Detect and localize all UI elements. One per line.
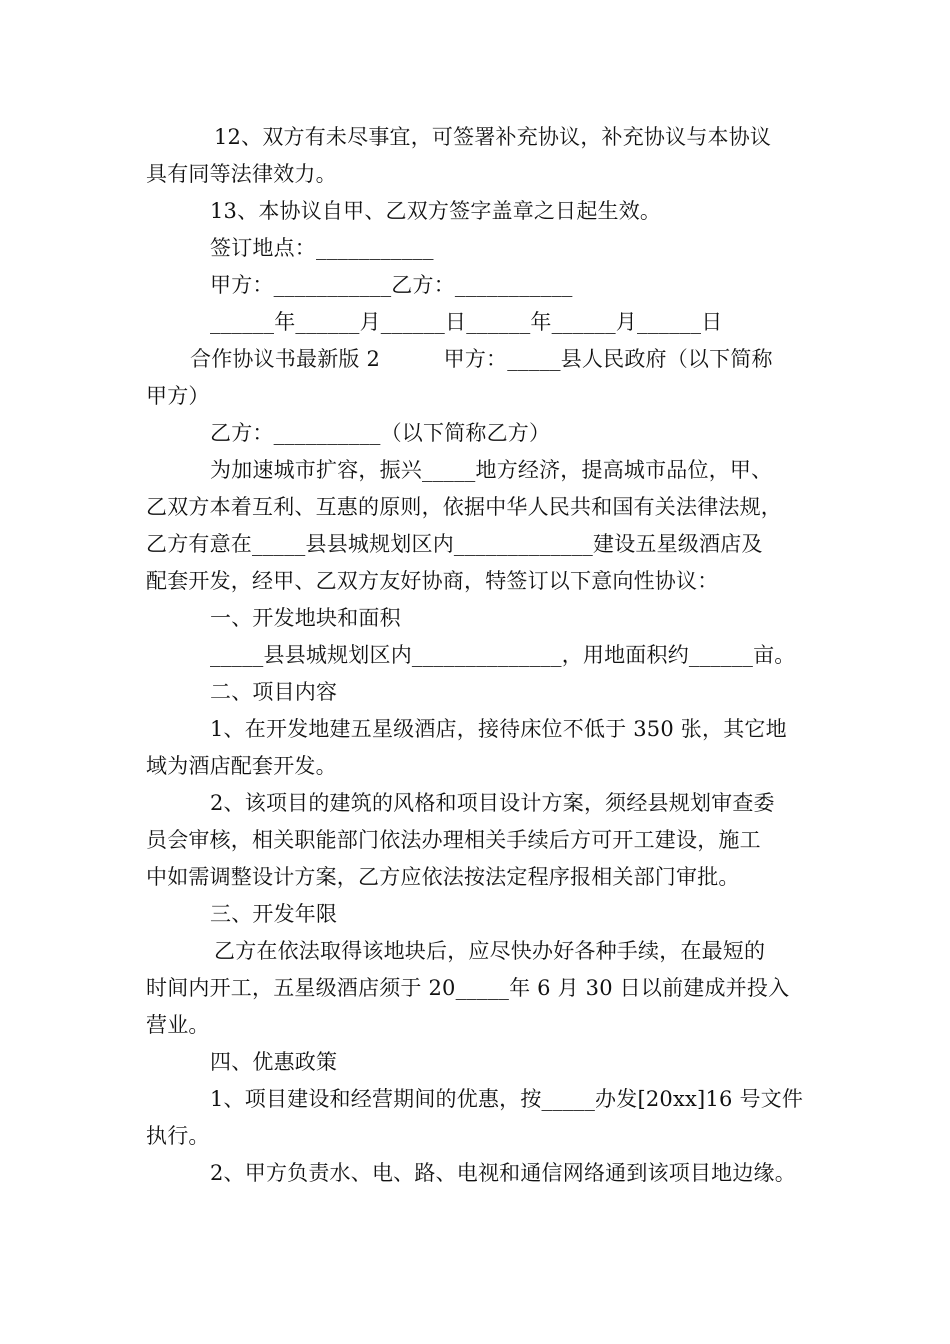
party-a-suffix: 甲方） bbox=[146, 384, 210, 408]
party-b: 乙方：__________（以下简称乙方） bbox=[210, 421, 551, 445]
section-4-item-2: 2、甲方负责水、电、路、电视和通信网络通到该项目地边缘。 bbox=[210, 1161, 796, 1185]
section-3-body-line-1: 乙方在依法取得该地块后，应尽快办好各种手续，在最短的 bbox=[214, 939, 766, 963]
doc2-title-party-a: 合作协议书最新版 2 甲方：_____县人民政府（以下简称 bbox=[190, 347, 773, 371]
signing-dates: ______年______月______日______年______月______日 bbox=[210, 310, 723, 334]
clause-12-line-1: 12、双方有未尽事宜，可签署补充协议，补充协议与本协议 bbox=[214, 125, 772, 149]
section-2-item-2-line-1: 2、该项目的建筑的风格和项目设计方案，须经县规划审查委 bbox=[210, 791, 775, 815]
section-2-heading: 二、项目内容 bbox=[210, 680, 338, 704]
preamble-line-4: 配套开发，经甲、乙双方友好协商，特签订以下意向性协议： bbox=[146, 569, 719, 593]
section-2-item-1-line-1: 1、在开发地建五星级酒店，接待床位不低于 350 张，其它地 bbox=[210, 717, 787, 741]
section-3-body-line-2: 时间内开工，五星级酒店须于 20_____年 6 月 30 日以前建成并投入 bbox=[146, 976, 790, 1000]
section-4-item-1-line-1: 1、项目建设和经营期间的优惠，按_____办发[20xx]16 号文件 bbox=[210, 1087, 804, 1111]
section-2-item-2-line-3: 中如需调整设计方案，乙方应依法按法定程序报相关部门审批。 bbox=[146, 865, 740, 889]
section-1-heading: 一、开发地块和面积 bbox=[210, 606, 401, 630]
section-4-item-1-line-2: 执行。 bbox=[146, 1124, 210, 1148]
section-3-heading: 三、开发年限 bbox=[210, 902, 338, 926]
section-1-body: _____县县城规划区内______________，用地面积约______亩。 bbox=[210, 643, 796, 667]
signing-place: 签订地点：___________ bbox=[210, 236, 434, 260]
preamble-line-2: 乙双方本着互利、互惠的原则，依据中华人民共和国有关法律法规， bbox=[146, 495, 782, 519]
clause-13: 13、本协议自甲、乙双方签字盖章之日起生效。 bbox=[210, 199, 662, 223]
section-2-item-1-line-2: 域为酒店配套开发。 bbox=[146, 754, 337, 778]
party-signatures: 甲方：___________乙方：___________ bbox=[210, 273, 573, 297]
section-2-item-2-line-2: 员会审核，相关职能部门依法办理相关手续后方可开工建设，施工 bbox=[146, 828, 761, 852]
preamble-line-3: 乙方有意在_____县县城规划区内_____________建设五星级酒店及 bbox=[146, 532, 763, 556]
preamble-line-1: 为加速城市扩容，振兴_____地方经济，提高城市品位，甲、 bbox=[210, 458, 773, 482]
clause-12-line-2: 具有同等法律效力。 bbox=[146, 162, 337, 186]
section-4-heading: 四、优惠政策 bbox=[210, 1050, 338, 1074]
section-3-body-line-3: 营业。 bbox=[146, 1013, 210, 1037]
